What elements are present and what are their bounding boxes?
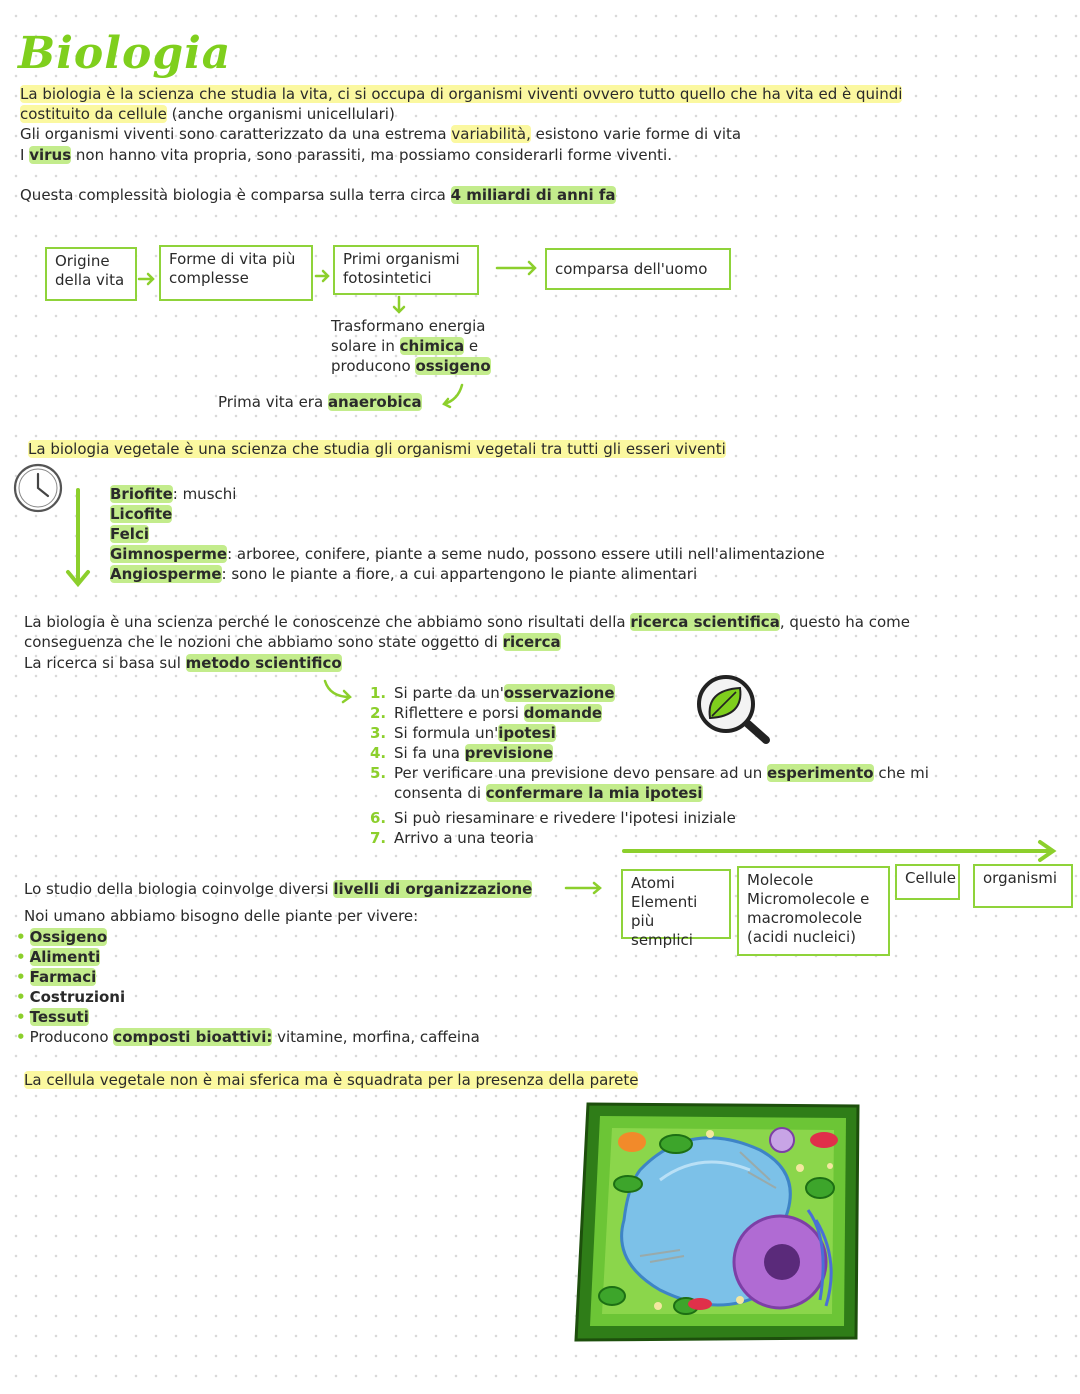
arrow-1	[139, 274, 153, 284]
method-arrow	[325, 681, 350, 702]
veg-item-gymnosperms: Gimnosperme: arboree, conifere, piante a seme nudo, possono essere utili nell'alimentazione	[110, 545, 825, 563]
list-item: • Ossigeno	[16, 928, 108, 946]
intro-line-5: Questa complessità biologia è comparsa sulla terra circa 4 miliardi di anni fa	[20, 186, 616, 204]
flow-box-complex-forms: Forme di vita più complesse	[159, 245, 313, 301]
method-step-continued: consenta di confermare la mia ipotesi	[394, 784, 703, 802]
arrow-down	[394, 297, 404, 312]
method-line-3: La ricerca si basa sul metodo scientifico	[24, 654, 342, 672]
method-step: 5. Per verificare una previsione devo pensare ad un esperimento che mi	[370, 764, 929, 782]
flow-note-1: Trasformano energia	[331, 317, 486, 335]
method-step: 6. Si può riesaminare e rivedere l'ipotesi iniziale	[370, 809, 736, 827]
veg-item-ferns: Felci	[110, 525, 149, 543]
intro-line-1: La biologia è la scienza che studia la vita, ci si occupa di organismi viventi ovvero tutto quello che ha vita ed è quindi	[20, 85, 903, 103]
flow-note-2: solare in chimica e	[331, 337, 479, 355]
level-box-organisms: organismi	[973, 864, 1073, 908]
intro-line-3: Gli organismi viventi sono caratterizzato da una estrema variabilità, esistono varie forme di vita	[20, 125, 742, 143]
cell-text: La cellula vegetale non è mai sferica ma è squadrata per la presenza della parete	[24, 1071, 639, 1089]
veg-item-bryophytes: Briofite: muschi	[110, 485, 237, 503]
list-item: • Tessuti	[16, 1008, 89, 1026]
method-step: 2. Riflettere e porsi domande	[370, 704, 603, 722]
list-item: • Farmaci	[16, 968, 97, 986]
method-step: 1. Si parte da un'osservazione	[370, 684, 615, 702]
method-step: 3. Si formula un'ipotesi	[370, 724, 556, 742]
level-box-cells: Cellule	[895, 864, 960, 900]
list-item: • Alimenti	[16, 948, 101, 966]
method-steps	[370, 683, 929, 848]
flow-box-photosynthetic: Primi organismi fotosintetici	[333, 245, 479, 295]
list-item: • Costruzioni	[16, 988, 126, 1006]
flow-box-human: comparsa dell'uomo	[545, 248, 731, 290]
method-step: 7. Arrivo a una teoria	[370, 829, 535, 847]
levels-text: Lo studio della biologia coinvolge diversi livelli di organizzazione	[24, 880, 533, 898]
intro-line-4: I virus non hanno vita propria, sono parassiti, ma possiamo considerarli forme viventi.	[20, 146, 672, 164]
list-item: • Producono composti bioattivi: vitamine, morfina, caffeina	[16, 1028, 480, 1046]
arrow-3	[497, 262, 535, 274]
arrow-curved	[444, 385, 462, 407]
plant-cell-illustration	[576, 1104, 858, 1340]
flow-note-3: producono ossigeno	[331, 357, 491, 375]
needs-list	[16, 927, 480, 1047]
needs-intro: Noi umano abbiamo bisogno delle piante per vivere:	[24, 907, 419, 925]
veg-item-angiosperms: Angiosperme: sono le piante a fiore, a cui appartengono le piante alimentari	[110, 565, 698, 583]
method-line-2: conseguenza che le nozioni che abbiamo sono state oggetto di ricerca	[24, 633, 561, 651]
levels-arrow	[566, 883, 600, 893]
level-box-molecules: Molecole Micromolecole e macromolecole (acidi nucleici)	[737, 866, 890, 956]
page-title: Biologia	[18, 28, 232, 79]
veg-heading: La biologia vegetale è una scienza che studia gli organismi vegetali tra tutti gli esseri viventi	[28, 440, 726, 458]
arrow-2	[316, 271, 328, 281]
intro-line-2: costituito da cellule (anche organismi unicellulari)	[20, 105, 395, 123]
veg-item-lycophytes: Licofite	[110, 505, 173, 523]
level-box-atoms: Atomi Elementi più semplici	[621, 869, 731, 939]
method-line-1: La biologia è una scienza perché le conoscenze che abbiamo sono risultati della ricerca scientifica, questo ha come	[24, 613, 910, 631]
clock-icon	[15, 465, 61, 511]
flow-note-anaerobic: Prima vita era anaerobica	[218, 393, 422, 411]
method-step: 4. Si fa una previsione	[370, 744, 554, 762]
flow-box-origin: Origine della vita	[45, 247, 137, 301]
